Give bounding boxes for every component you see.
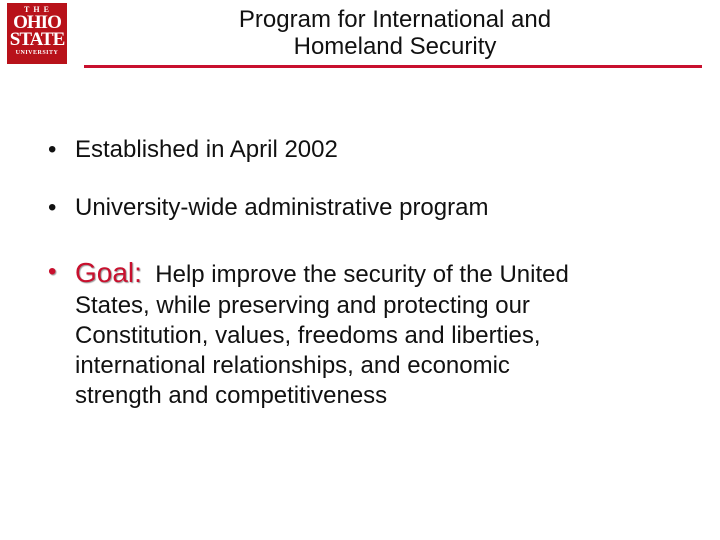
goal-first-line [75,257,688,291]
bullet-university-wide [48,193,688,223]
goal-text-line-1: Help improve the security of the United [155,261,569,288]
logo-the-text: THE [24,5,53,14]
bullet-marker: • [48,136,57,163]
logo-ohio-text: OHIO [13,12,61,33]
bullet-established [48,135,688,165]
goal-label: Goal: [75,257,142,288]
bullet-goal [48,257,688,411]
bullet-university-wide-text: University-wide administrative program [75,194,489,221]
goal-text-line-5: strength and competitiveness [75,382,388,409]
bullet-marker-accent: • [48,258,57,285]
goal-text-line-2: States, while preserving and protecting our [75,292,530,319]
bullet-established-text: Established in April 2002 [75,136,338,163]
bullet-marker: • [48,194,57,221]
slide-title-line-2: Homeland Security [293,33,497,60]
slide-title [160,6,630,60]
slide-title-line-1: Program for International and [238,6,552,33]
bullet-goal-body [75,257,688,411]
logo-state-text: STATE [9,29,65,50]
logo-university-text: UNIVERSITY [15,50,59,56]
goal-text-line-3: Constitution, values, freedoms and liberties, [75,322,541,349]
title-underline-rule [84,65,702,68]
ohio-state-university-logo [7,3,67,64]
goal-text-line-4: international relationships, and economic [75,352,510,379]
